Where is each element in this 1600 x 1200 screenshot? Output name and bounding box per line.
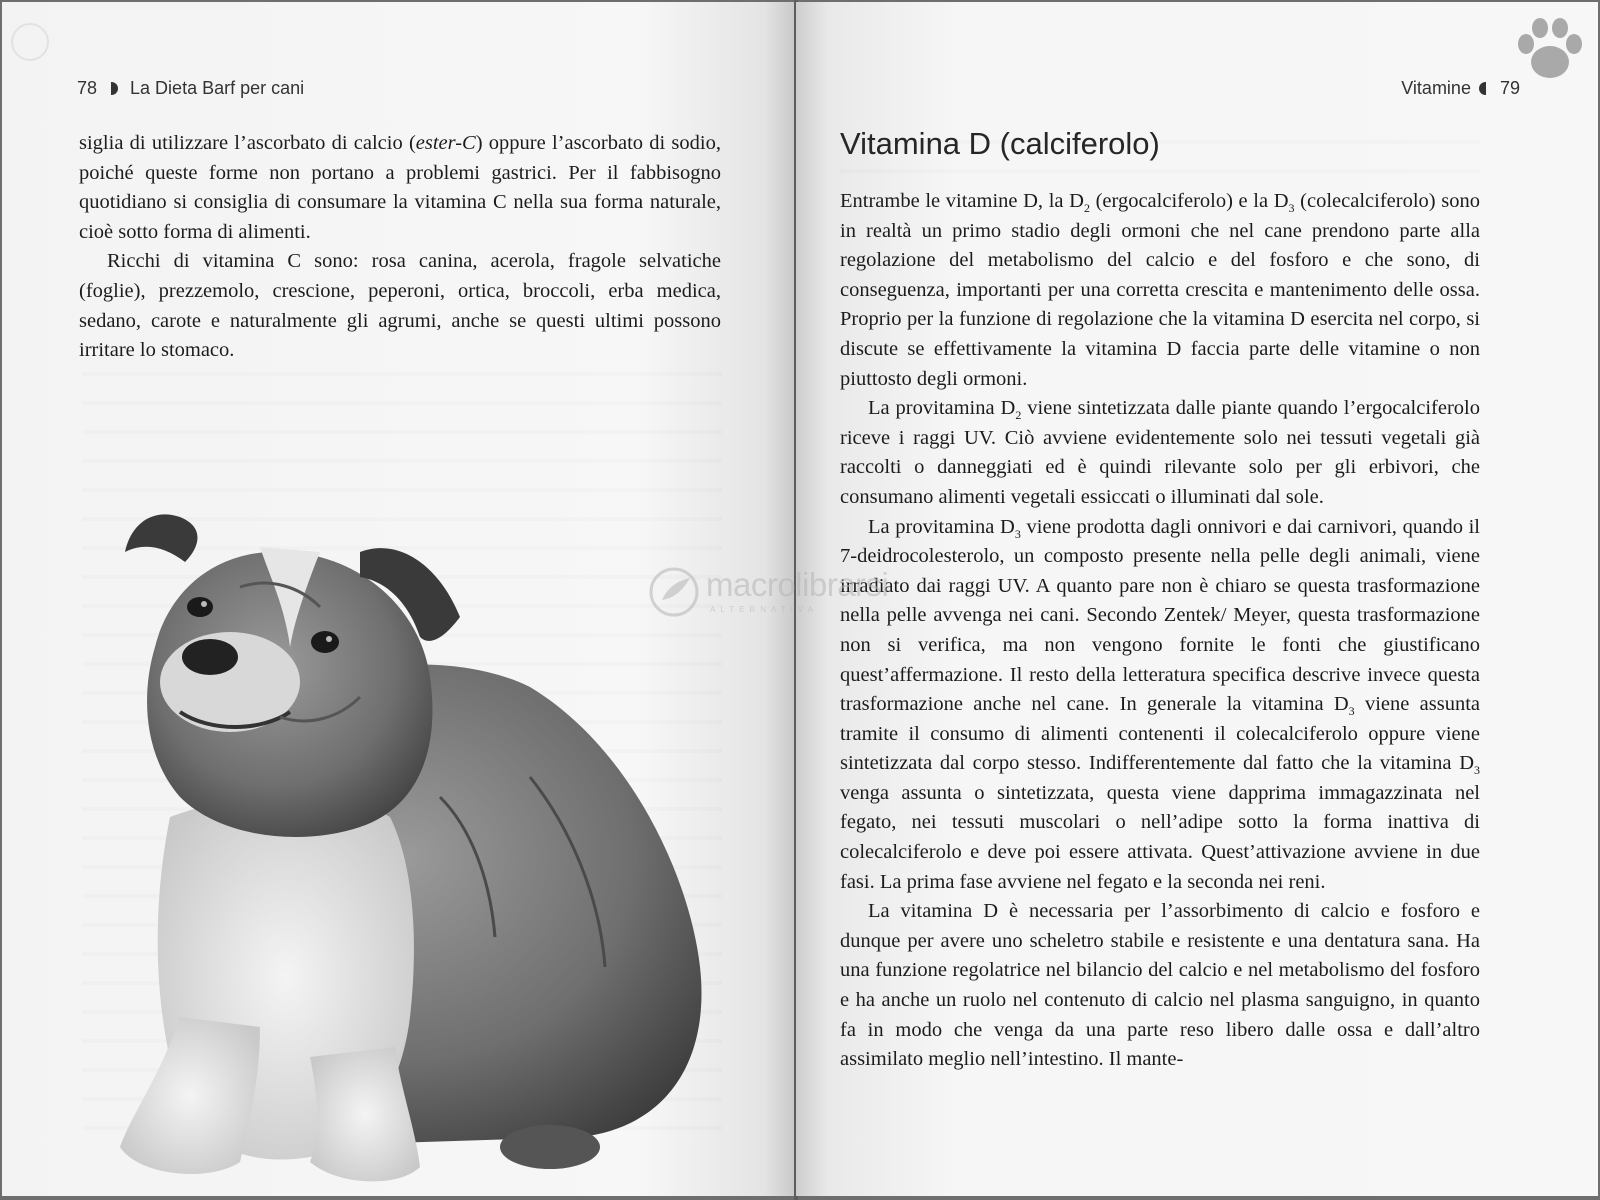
- paragraph: [840, 394, 1480, 512]
- paragraph: La vitamina D è necessaria per l’assorbimento di calcio e fosforo e dunque per avere uno scheletro stabile e resistente e una dentatura sana. Ha una funzione regolatrice nel bilancio del calcio e nel metabolismo del fosforo e ha anche un ruolo nel contenuto di calcio nel plasma sanguigno, in quanto fa in modo che venga da una parte reso libero dalle ossa e dall’altro assimilato meglio nell’intestino. Il mante-: [840, 900, 1480, 1071]
- watermark: [648, 566, 948, 616]
- emphasis: ester-C: [415, 132, 476, 154]
- text-run: (ergocalciferolo) e la D: [1089, 190, 1289, 212]
- right-body-text: [840, 187, 1480, 1075]
- paragraph: [79, 129, 721, 247]
- watermark-tagline: ALTERNATIVA: [710, 605, 818, 614]
- left-body-text: [79, 129, 721, 366]
- text-run: Entrambe le vitamine D, la D: [840, 190, 1084, 212]
- watermark-brand: macrolibrarsi: [706, 566, 889, 603]
- subscript: 2: [1083, 201, 1090, 215]
- section-title: Vitamine: [1401, 78, 1471, 98]
- page-number-right: 79: [1499, 78, 1520, 98]
- corner-stamp-icon: [8, 12, 58, 72]
- page-number-left: 78: [77, 78, 98, 98]
- text-run: La provitamina D: [868, 397, 1016, 420]
- text-run: viene sintetizzata dalle piante quando l’ergocalciferolo riceve i raggi UV. Ciò avviene evidentemente solo nei tessuti vegetali già raccolti o danneggiati ed è quindi rilevante solo per gli erbivori, che consumano alimenti vegetali essiccati o illuminati dal sole.: [840, 397, 1480, 508]
- text-run: viene prodotta dagli onnivori e dai carnivori, quando il 7-deidrocolesterolo, un composto presente nella pelle degli animali, viene irradiato dai raggi UV. A quanto pare non è chiaro se questa trasformazione nella pelle avvenga nei cani. Secondo Zentek/ Meyer, questa trasformazione non si verifica, ma non vengono fornite le fonti che giustificano quest’affermazione. Il resto della letteratura specifica descrive invece questa trasformazione anche nel cane. In generale la vitamina D: [840, 515, 1481, 716]
- text-run: venga assunta o sintetizzata, questa viene dapprima immagazzinata nel fegato, nei tessuti muscolari o nell’adipe sotto la forma inattiva di colecalciferolo e deve poi essere attivata. Quest’attivazione avviene in due fasi. La prima fase avviene nel fegato e la seconda nei reni.: [840, 781, 1480, 893]
- book-title: La Dieta Barf per cani: [130, 78, 305, 98]
- subscript: 2: [1015, 408, 1022, 423]
- subscript: 3: [1014, 526, 1021, 541]
- subscript: 3: [1348, 704, 1355, 719]
- text-run: viene assunta tramite il consumo di alimenti contenenti il colecalciferolo oppure viene sintetizzata dal corpo stesso. Indifferentemente dal fatto che la vitamina D: [840, 693, 1480, 775]
- chapter-title: Vitamina D (calciferolo): [840, 126, 1160, 161]
- bulldog-photo: [110, 497, 730, 1187]
- section-marker-icon: [111, 82, 118, 95]
- subscript: 3: [1474, 763, 1480, 778]
- text-run: (colecalciferolo) sono in realtà un primo stadio degli ormoni che nel cane prendono parte alla regolazione del metabolismo del calcio e del fosforo e che sono, di conseguenza, importanti per una corretta crescita e mantenimento delle ossa. Proprio per la funzione di regolazione che la vitamina D esercita nel corpo, si discute se effettivamente la vitamina D faccia parte delle vitamine o non piuttosto degli ormoni.: [840, 190, 1480, 390]
- paragraph: Ricchi di vitamina C sono: rosa canina, acerola, fragole selvatiche (foglie), prezzemolo, crescione, peperoni, ortica, broccoli, erba medica, sedano, carote e naturalmente gli agrumi, anche se questi ultimi possono irritare lo stomaco.: [79, 250, 721, 362]
- text-run: La provitamina D: [868, 515, 1015, 538]
- watermark-logo-icon: [648, 566, 700, 618]
- running-head-left: [77, 76, 304, 100]
- section-marker-icon: [1479, 82, 1486, 95]
- paw-print-icon: [1514, 14, 1586, 84]
- text-run: siglia di utilizzare l’ascorbato di calcio (: [79, 132, 416, 154]
- text-run: ) oppure l’ascorbato di sodio, poiché queste forme non portano a problemi gastrici. Per il fabbisogno quotidiano si consiglia di consumare la vitamina C nella sua forma naturale, cioè sotto forma di alimenti.: [79, 132, 721, 243]
- paragraph: [840, 187, 1480, 394]
- subscript: 3: [1288, 201, 1295, 215]
- running-head-right: [1401, 76, 1520, 100]
